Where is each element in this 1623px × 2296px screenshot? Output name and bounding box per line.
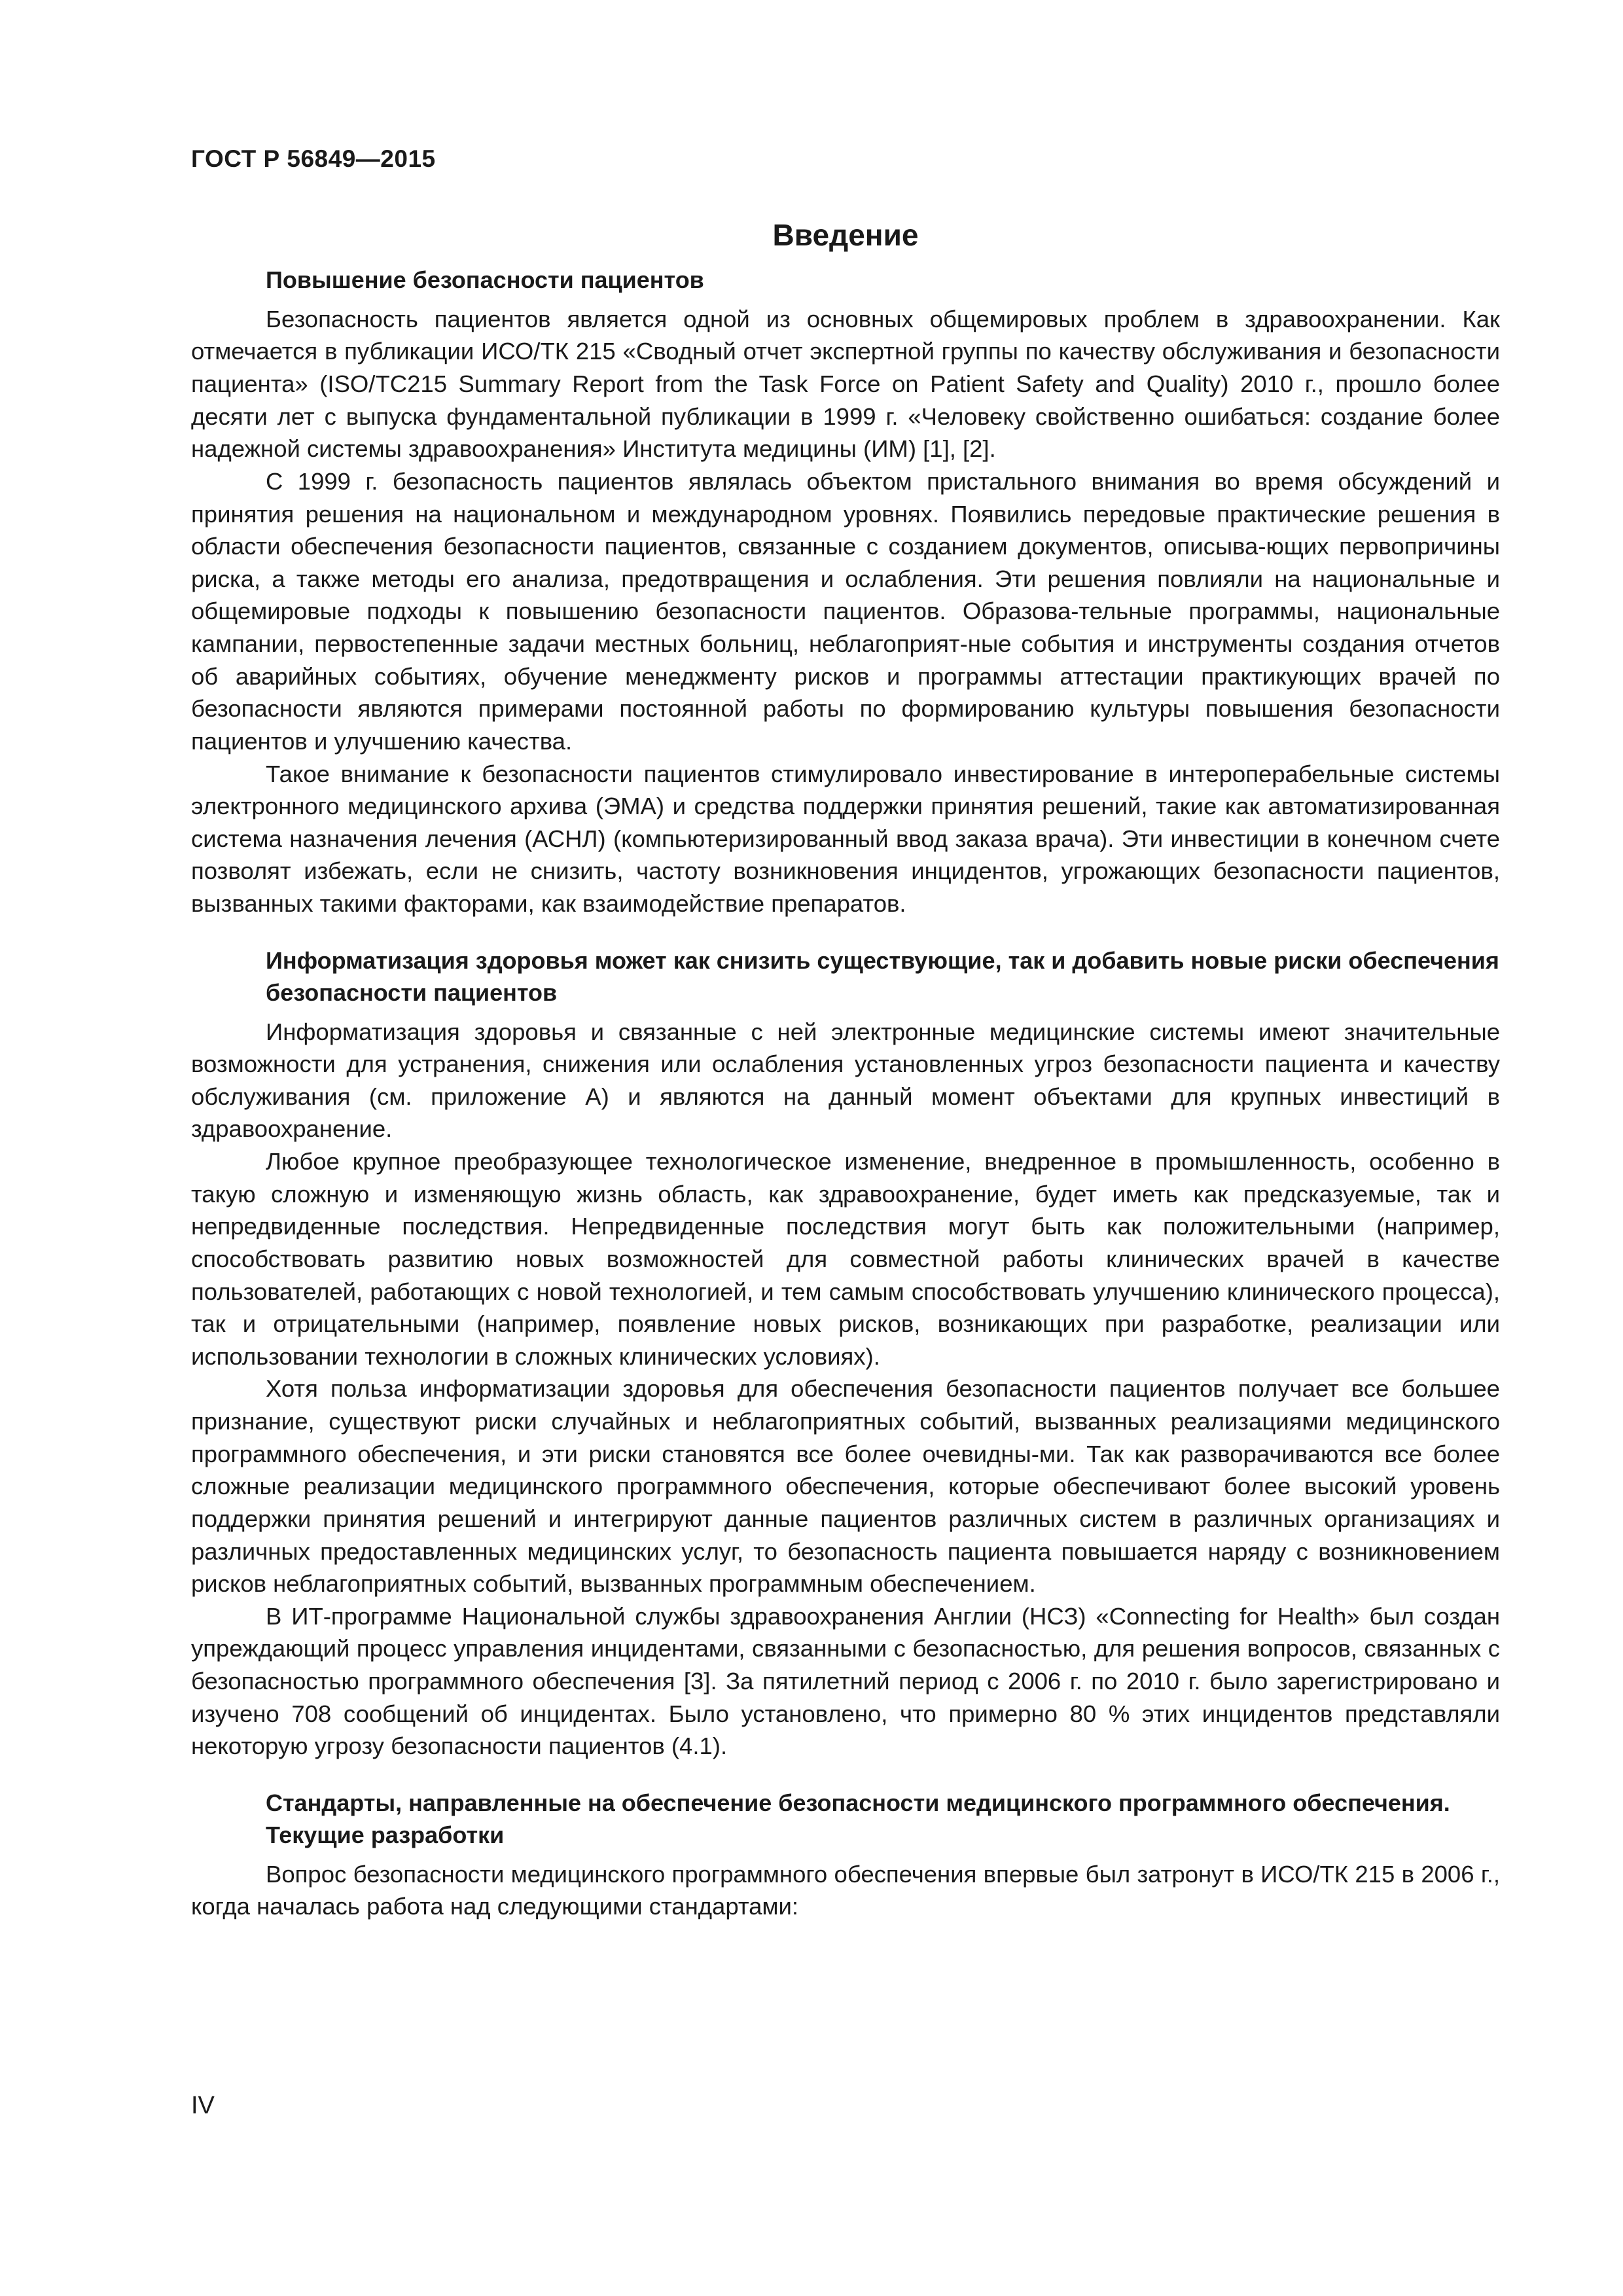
section-heading: Стандарты, направленные на обеспечение безопасности медицинского программного обеспечения. Текущие разработки [266, 1789, 1450, 1848]
section-heading: Информатизация здоровья может как снизить существующие, так и добавить новые риски обеспечения безопасности пациентов [266, 946, 1499, 1006]
document-body [191, 216, 1500, 1923]
paragraph: Информатизация здоровья и связанные с ней электронные медицинские системы имеют значительные возможности для устранения, снижения или ослабления установленных угроз безопасности пациента и качеству обслуживания (см. приложение А) и являются на данный момент объектами для крупных инвестиций в здравоохранение. [191, 1018, 1500, 1143]
paragraph: В ИТ-программе Национальной службы здравоохранения Англии (НСЗ) «Connecting for Health» был создан упреждающий процесс управления инцидентами, связанными с безопасностью, для решения вопросов, связанных с безопасностью программного обеспечения [3]. За пятилетний период с 2006 г. по 2010 г. было зарегистрировано и изучено 708 сообщений об инцидентах. Было установлено, что примерно 80 % этих инцидентов представляли некоторую угрозу безопасности пациентов (4.1). [191, 1602, 1500, 1760]
page-title: Введение [772, 218, 919, 252]
paragraph: Любое крупное преобразующее технологическое изменение, внедренное в промышленность, особенно в такую сложную и изменяющую жизнь область, как здравоохранение, будет иметь как предсказуемые, так и непредвиденные последствия. Непредвиденные последствия могут быть как положительными (например, способствовать развитию новых возможностей для совместной работы клинических врачей в качестве пользователей, работающих с новой технологией, и тем самым способствовать улучшению клинического процесса), так и отрицательными (например, появление новых рисков, возникающих при разработке, реализации или использовании технологии в сложных клинических условиях). [191, 1148, 1500, 1370]
paragraph: С 1999 г. безопасность пациентов являлась объектом пристального внимания во время обсуждений и принятия решения на национальном и международном уровнях. Появились передовые практические решения в области обеспечения безопасности пациентов, связанные с созданием документов, описыва-ющих первопричины риска, а также методы его анализа, предотвращения и ослабления. Эти решения повлияли на национальные и общемировые подходы к повышению безопасности пациентов. Образова-тельные программы, национальные кампании, первостепенные задачи местных больниц, неблагоприят-ные события и инструменты создания отчетов об аварийных событиях, обучение менеджменту рисков и программы аттестации практикующих врачей по безопасности являются примерами постоянной работы по формированию культуры повышения безопасности пациентов и улучшению качества. [191, 467, 1500, 755]
paragraph: Хотя польза информатизации здоровья для обеспечения безопасности пациентов получает все большее признание, существуют риски случайных и неблагоприятных событий, вызванных реализациями медицинского программного обеспечения, и эти риски становятся все более очевидны-ми. Так как разворачиваются все более сложные реализации медицинского программного обеспечения, которые обеспечивают более высокий уровень поддержки принятия решений и интегрируют данные пациентов различных систем в различных организациях и различных предоставленных медицинских услуг, то безопасность пациента повышается наряду с возникновением рисков неблагоприятных событий, вызванных программным обеспечением. [191, 1375, 1500, 1598]
section-patient-safety [191, 264, 1500, 920]
paragraph: Такое внимание к безопасности пациентов стимулировало инвестирование в интероперабельные системы электронного медицинского архива (ЭМА) и средства поддержки принятия решений, такие как автоматизированная система назначения лечения (АСНЛ) (компьютеризированный ввод заказа врача). Эти инвестиции в конечном счете позволят избежать, если не снизить, частоту возникновения инцидентов, угрожающих безопасности пациентов, вызванных такими факторами, как взаимодействие препаратов. [191, 760, 1500, 917]
paragraph: Вопрос безопасности медицинского программного обеспечения впервые был затронут в ИСО/ТК 215 в 2006 г., когда началась работа над следующими стандартами: [191, 1860, 1500, 1920]
section-heading: Повышение безопасности пациентов [266, 266, 704, 293]
section-health-informatics-risks [191, 945, 1500, 1763]
section-software-safety-standards [191, 1787, 1500, 1923]
paragraph: Безопасность пациентов является одной из основных общемировых проблем в здравоохранении. Как отмечается в публикации ИСО/ТК 215 «Сводный отчет экспертной группы по качеству обслуживания и безопасности пациента» (ISO/TC215 Summary Report from the Task Force on Patient Safety and Quality) 2010 г., прошло более десяти лет с выпуска фундаментальной публикации в 1999 г. «Человеку свойственно ошибаться: создание более надежной системы здравоохранения» Института медицины (ИМ) [1], [2]. [191, 305, 1500, 463]
document-header-standard-id: ГОСТ Р 56849—2015 [191, 145, 436, 172]
page-number: IV [191, 2092, 215, 2119]
